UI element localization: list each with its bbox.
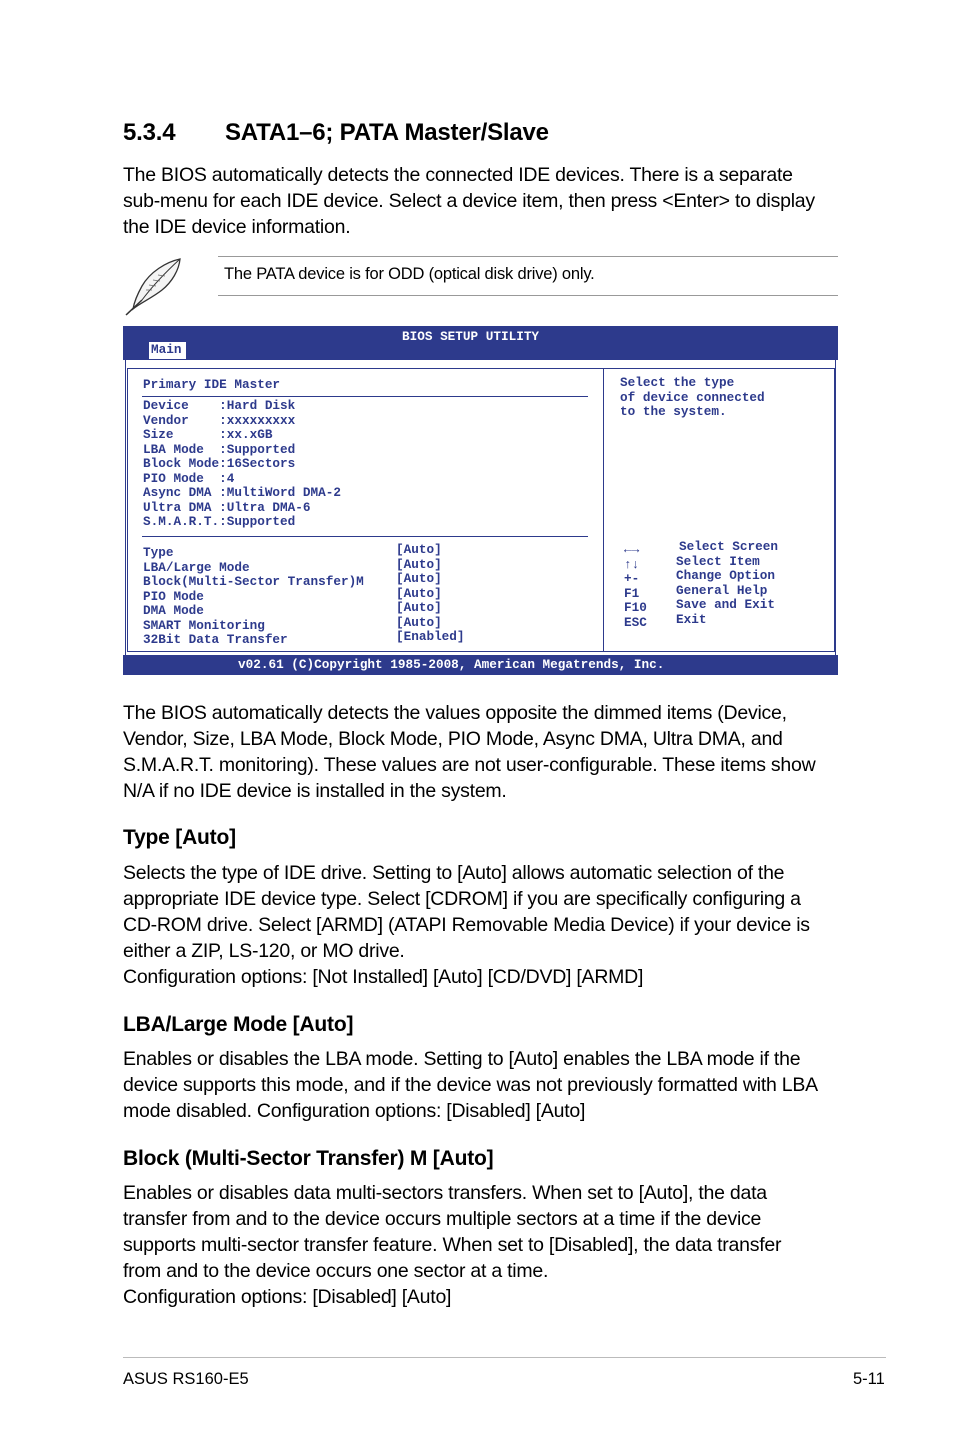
footer-product: ASUS RS160-E5 bbox=[123, 1370, 249, 1388]
info-row-pio-mode: PIO Mode :4 bbox=[143, 470, 235, 486]
setting-value: [Auto] bbox=[396, 556, 442, 572]
info-row-block-mode: Block Mode:16Sectors bbox=[143, 456, 296, 471]
info-row-vendor: Vendor :xxxxxxxxx bbox=[143, 412, 296, 428]
key-name: F10 bbox=[624, 600, 647, 615]
lba-paragraph bbox=[123, 1046, 818, 1124]
body-paragraph bbox=[123, 700, 815, 804]
setting-lba-large-mode[interactable] bbox=[143, 558, 483, 573]
info-row-size: Size :xx.xGB bbox=[143, 427, 273, 442]
bios-title: BIOS SETUP UTILITY bbox=[402, 329, 540, 344]
help-line: to the system. bbox=[620, 404, 727, 419]
bios-copyright: v02.61 (C)Copyright 1985-2008, American Megatrends, Inc. bbox=[238, 657, 665, 672]
key-action: Select Screen bbox=[679, 539, 778, 554]
type-line: Selects the type of IDE drive. Setting to [Auto] allows automatic selection of the bbox=[123, 862, 785, 884]
setting-value: [Enabled] bbox=[396, 629, 465, 644]
setting-type[interactable] bbox=[143, 543, 483, 558]
key-action: Select Item bbox=[676, 553, 760, 569]
body-line: The BIOS automatically detects the values opposite the dimmed items (Device, bbox=[123, 702, 787, 724]
body-line: N/A if no IDE device is installed in the system. bbox=[123, 780, 507, 802]
info-row-device: Device :Hard Disk bbox=[143, 398, 296, 413]
section-number: 5.3.4 bbox=[123, 119, 176, 146]
key-action: General Help bbox=[676, 582, 768, 598]
key-action: Save and Exit bbox=[676, 597, 775, 612]
lba-line: mode disabled. Configuration options: [Disabled] [Auto] bbox=[123, 1100, 586, 1122]
setting-smart-monitoring[interactable] bbox=[143, 616, 483, 631]
info-row-ultra-dma: Ultra DMA :Ultra DMA-6 bbox=[143, 499, 311, 515]
lba-heading: LBA/Large Mode [Auto] bbox=[123, 1013, 354, 1036]
type-config-options: Configuration options: [Not Installed] [Auto] [CD/DVD] [ARMD] bbox=[123, 966, 644, 988]
setting-pio-mode[interactable] bbox=[143, 587, 483, 602]
setting-label: SMART Monitoring bbox=[143, 617, 265, 633]
bios-title-bar bbox=[123, 326, 838, 360]
setting-value: [Auto] bbox=[396, 585, 442, 601]
section-title: SATA1–6; PATA Master/Slave bbox=[225, 119, 549, 146]
settings-rule bbox=[142, 536, 588, 537]
bios-status-bar bbox=[123, 655, 838, 675]
block-config-options: Configuration options: [Disabled] [Auto] bbox=[123, 1286, 452, 1308]
setting-value: [Auto] bbox=[396, 614, 442, 630]
setting-block-transfer[interactable] bbox=[143, 572, 483, 587]
lba-line: device supports this mode, and if the device was not previously formatted with LBA bbox=[123, 1074, 818, 1096]
feather-pen-icon bbox=[122, 256, 188, 318]
key-arrows-ud-icon: ↑↓ bbox=[624, 556, 640, 572]
setting-label: PIO Mode bbox=[143, 588, 204, 604]
key-row-select-screen bbox=[624, 540, 829, 555]
setting-value: [Auto] bbox=[396, 542, 442, 557]
setting-label: Type bbox=[143, 545, 174, 560]
lba-line: Enables or disables the LBA mode. Setting to [Auto] enables the LBA mode if the bbox=[123, 1048, 801, 1070]
info-row-smart: S.M.A.R.T.:Supported bbox=[143, 514, 296, 529]
type-line: either a ZIP, LS-120, or MO drive. bbox=[123, 940, 405, 962]
body-line: S.M.A.R.T. monitoring). These values are not user-configurable. These items show bbox=[123, 754, 816, 776]
note-text: The PATA device is for ODD (optical disk drive) only. bbox=[224, 265, 595, 283]
key-name: ESC bbox=[624, 614, 647, 630]
key-arrows-lr-icon: ←→ bbox=[624, 542, 640, 557]
block-line: transfer from and to the device occurs multiple sectors at a time if the device bbox=[123, 1208, 762, 1230]
intro-line: the IDE device information. bbox=[123, 216, 351, 238]
info-row-async-dma: Async DMA :MultiWord DMA-2 bbox=[143, 485, 341, 500]
setting-label: 32Bit Data Transfer bbox=[143, 632, 288, 647]
intro-paragraph bbox=[123, 162, 815, 240]
block-line: Enables or disables data multi-sectors transfers. When set to [Auto], the data bbox=[123, 1182, 767, 1204]
info-row-lba-mode: LBA Mode :Supported bbox=[143, 441, 296, 457]
setting-32bit-transfer[interactable] bbox=[143, 630, 483, 645]
intro-line: The BIOS automatically detects the connected IDE devices. There is a separate bbox=[123, 164, 793, 186]
key-name: F1 bbox=[624, 585, 640, 601]
type-line: appropriate IDE device type. Select [CDROM] if you are specifically configuring a bbox=[123, 888, 801, 910]
note-top-rule bbox=[218, 256, 838, 257]
setting-label: LBA/Large Mode bbox=[143, 559, 250, 575]
block-heading: Block (Multi-Sector Transfer) M [Auto] bbox=[123, 1147, 494, 1170]
key-row-exit bbox=[624, 613, 829, 628]
note-bottom-rule bbox=[218, 295, 838, 296]
setting-dma-mode[interactable] bbox=[143, 601, 483, 616]
tab-main-label: Main bbox=[151, 342, 182, 357]
bios-panel-divider bbox=[603, 368, 604, 652]
type-heading: Type [Auto] bbox=[123, 826, 236, 849]
type-line: CD-ROM drive. Select [ARMD] (ATAPI Removable Media Device) if your device is bbox=[123, 914, 810, 936]
help-line: Select the type bbox=[620, 375, 735, 390]
panel-title: Primary IDE Master bbox=[143, 377, 281, 392]
tab-main[interactable] bbox=[149, 342, 186, 359]
panel-title-rule bbox=[142, 396, 588, 397]
block-line: from and to the device occurs one sector at a time. bbox=[123, 1260, 549, 1282]
block-line: supports multi-sector transfer feature. When set to [Disabled], the data transfer bbox=[123, 1234, 782, 1256]
block-paragraph bbox=[123, 1180, 781, 1310]
key-row-general-help bbox=[624, 584, 829, 599]
setting-value: [Auto] bbox=[396, 600, 442, 615]
settings-list bbox=[143, 543, 483, 645]
device-info-list bbox=[143, 399, 341, 530]
bios-screenshot bbox=[123, 326, 838, 675]
intro-line: sub-menu for each IDE device. Select a device item, then press <Enter> to display bbox=[123, 190, 815, 212]
key-legend bbox=[624, 539, 829, 630]
type-paragraph bbox=[123, 860, 810, 990]
key-row-select-item bbox=[624, 555, 829, 570]
setting-value: [Auto] bbox=[396, 571, 442, 586]
help-text bbox=[620, 376, 765, 420]
key-row-change-option bbox=[624, 569, 829, 584]
setting-label: Block(Multi-Sector Transfer)M bbox=[143, 574, 364, 589]
setting-label: DMA Mode bbox=[143, 603, 204, 618]
footer-rule bbox=[123, 1357, 886, 1358]
key-name: +- bbox=[624, 571, 640, 586]
key-row-save-exit bbox=[624, 598, 829, 613]
footer-page-number: 5-11 bbox=[853, 1370, 885, 1388]
help-line: of device connected bbox=[620, 389, 765, 405]
key-action: Change Option bbox=[676, 568, 775, 583]
body-line: Vendor, Size, LBA Mode, Block Mode, PIO Mode, Async DMA, Ultra DMA, and bbox=[123, 728, 783, 750]
key-action: Exit bbox=[676, 611, 707, 627]
